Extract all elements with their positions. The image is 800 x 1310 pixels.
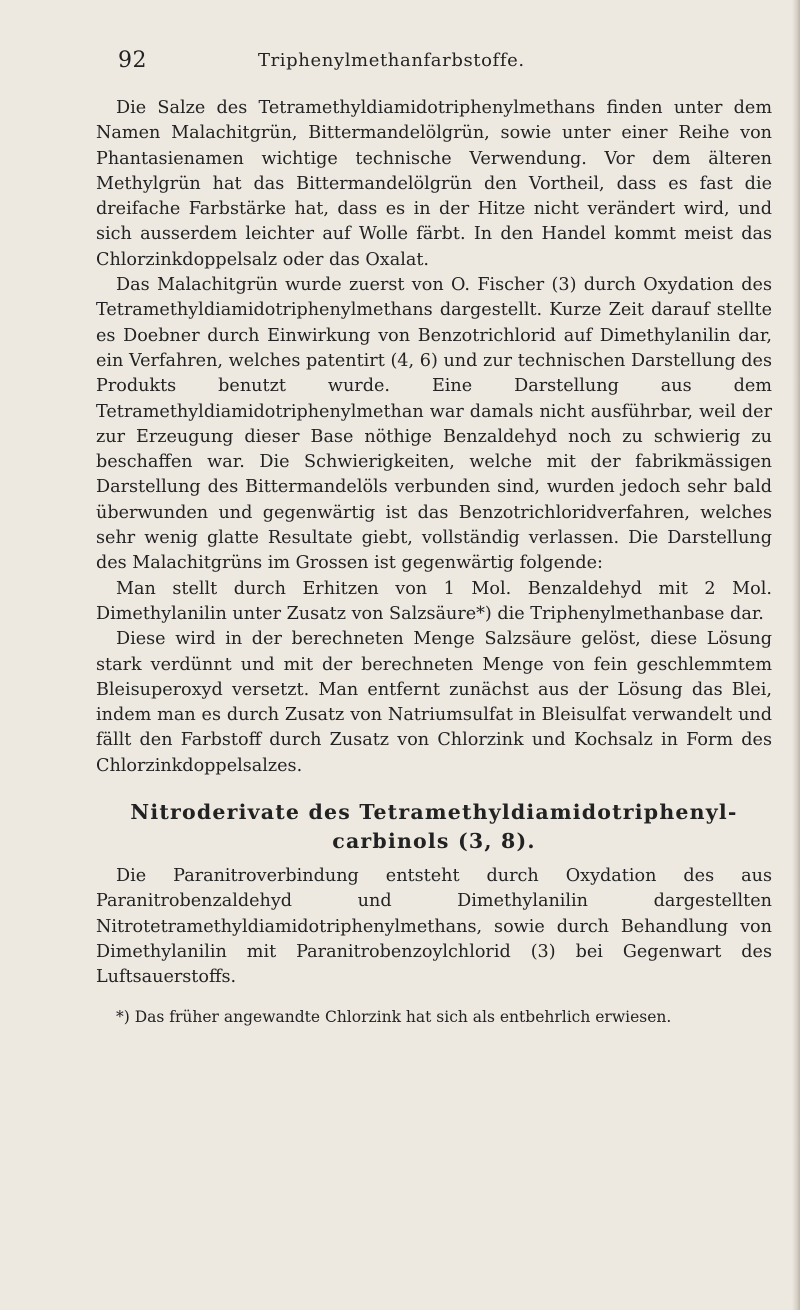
paragraph-history: Das Malachitgrün wurde zuerst von O. Fischer (3) durch Oxydation des Tetramethyldiamidotriphenylmethans dargestellt. Kurze Zeit darauf stellte es Doebner durch Einwirkung von Benzotrichlorid auf Dimethylanilin dar, ein Verfahren, welches patentirt (4, 6) und zur technischen Darstellung des Produkts benutzt wurde. Eine Darstellung aus dem Tetramethyldiamidotriphenylmethan war damals nicht ausführbar, weil der zur Erzeugung dieser Base nöthige Benzaldehyd noch zu schwierig zu beschaffen war. Die Schwierigkeiten, welche mit der fabrikmässigen Darstellung des Bittermandelöls verbunden sind, wurden jedoch sehr bald überwunden und gegenwärtig ist das Benzotrichloridverfahren, welches sehr wenig glatte Resultate giebt, vollständig verlassen. Die Darstellung des Malachitgrüns im Grossen ist gegenwärtig folgende:	[96, 275, 772, 574]
paragraph-oxidation: Diese wird in der berechneten Menge Salzsäure gelöst, diese Lösung stark verdünnt und mit der berechneten Menge von fein geschlemmtem Bleisuperoxyd versetzt. Man entfernt zunächst aus der Lösung das Blei, indem man es durch Zusatz von Natriumsulfat in Bleisulfat verwandelt und fällt den Farbstoff durch Zusatz von Chlorzink und Kochsalz in Form des Chlorzinkdoppelsalzes.	[96, 629, 772, 776]
footnote: *) Das früher angewandte Chlorzink hat sich als entbehrlich erwiesen.	[116, 1007, 672, 1026]
paragraph-nitro: Die Paranitroverbindung entsteht durch Oxydation des aus Paranitrobenzaldehyd und Dimethylanilin dargestellten Nitrotetramethyldiamidotriphenylmethans, sowie durch Behandlung von Dimethylanilin mit Paranitrobenzoylchlorid (3) bei Gegenwart des Luftsauerstoffs.	[96, 866, 772, 988]
page-edge-shadow	[792, 0, 800, 1310]
section-heading-line2: carbinols (3, 8).	[332, 829, 536, 854]
main-text	[96, 96, 772, 1028]
paragraph-salts: Die Salze des Tetramethyldiamidotriphenylmethans finden unter dem Namen Malachitgrün, Bittermandelölgrün, sowie unter einer Reihe von Phantasienamen wichtige technische Verwendung. Vor dem älteren Methylgrün hat das Bittermandelölgrün den Vortheil, dass es fast die dreifache Farbstärke hat, dass es in der Hitze nicht verändert wird, und sich ausserdem leichter auf Wolle färbt. In den Handel kommt meist das Chlorzinkdoppelsalz oder das Oxalat.	[96, 98, 772, 270]
paragraph-preparation: Man stellt durch Erhitzen von 1 Mol. Benzaldehyd mit 2 Mol. Dimethylanilin unter Zusatz von Salzsäure*) die Triphenylmethanbase dar.	[96, 578, 772, 624]
section-heading	[96, 798, 772, 856]
section-heading-line1: Nitroderivate des Tetramethyldiamidotriphenyl-	[130, 800, 738, 825]
running-title: Triphenylmethanfarbstoffe.	[258, 50, 525, 71]
page-number: 92	[118, 48, 147, 73]
page-header	[118, 48, 758, 80]
